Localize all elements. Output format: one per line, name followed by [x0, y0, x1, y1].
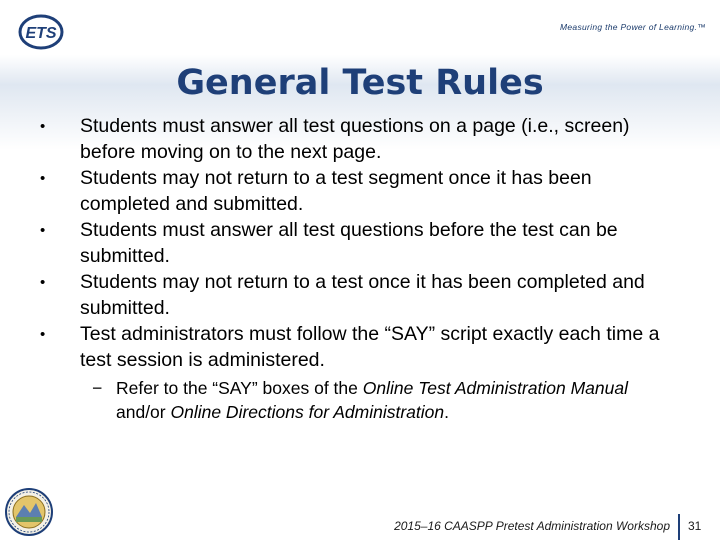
- bullet-text: Students must answer all test questions on a page (i.e., screen) before moving on to the next page.: [80, 115, 630, 163]
- sub-bullet-text: Refer to the “SAY” boxes of the Online Test Administration Manual and/or Online Directions for Administration.: [116, 378, 628, 422]
- sub-bullet-item: [0, 376, 720, 424]
- bullet-list: [0, 113, 720, 424]
- bullet-item: [0, 113, 720, 165]
- footer-divider: [678, 514, 680, 540]
- slide-title: General Test Rules: [176, 63, 544, 103]
- bullet-text: Students may not return to a test once it has been completed and submitted.: [80, 271, 645, 319]
- sub-bullet-marker: −: [92, 378, 103, 398]
- ets-logo: [18, 14, 64, 50]
- footer-workshop-label: 2015–16 CAASPP Pretest Administration Workshop: [394, 519, 670, 533]
- bullet-marker: •: [40, 326, 46, 343]
- page-number: 31: [688, 519, 702, 533]
- bullet-item: [0, 165, 720, 217]
- bullet-marker: •: [40, 170, 46, 187]
- bullet-marker: •: [40, 222, 46, 239]
- bullet-item: [0, 269, 720, 321]
- tagline: Measuring the Power of Learning.™: [560, 22, 706, 32]
- svg-text:ETS: ETS: [25, 25, 57, 42]
- bullet-text: Students may not return to a test segment once it has been completed and submitted.: [80, 167, 592, 215]
- bullet-item: [0, 321, 720, 373]
- bullet-item: [0, 217, 720, 269]
- bullet-marker: •: [40, 274, 46, 291]
- bullet-text: Students must answer all test questions before the test can be submitted.: [80, 219, 618, 267]
- bullet-marker: •: [40, 118, 46, 135]
- state-seal-icon: [4, 487, 54, 537]
- bullet-text: Test administrators must follow the “SAY” script exactly each time a test session is administered.: [80, 323, 660, 371]
